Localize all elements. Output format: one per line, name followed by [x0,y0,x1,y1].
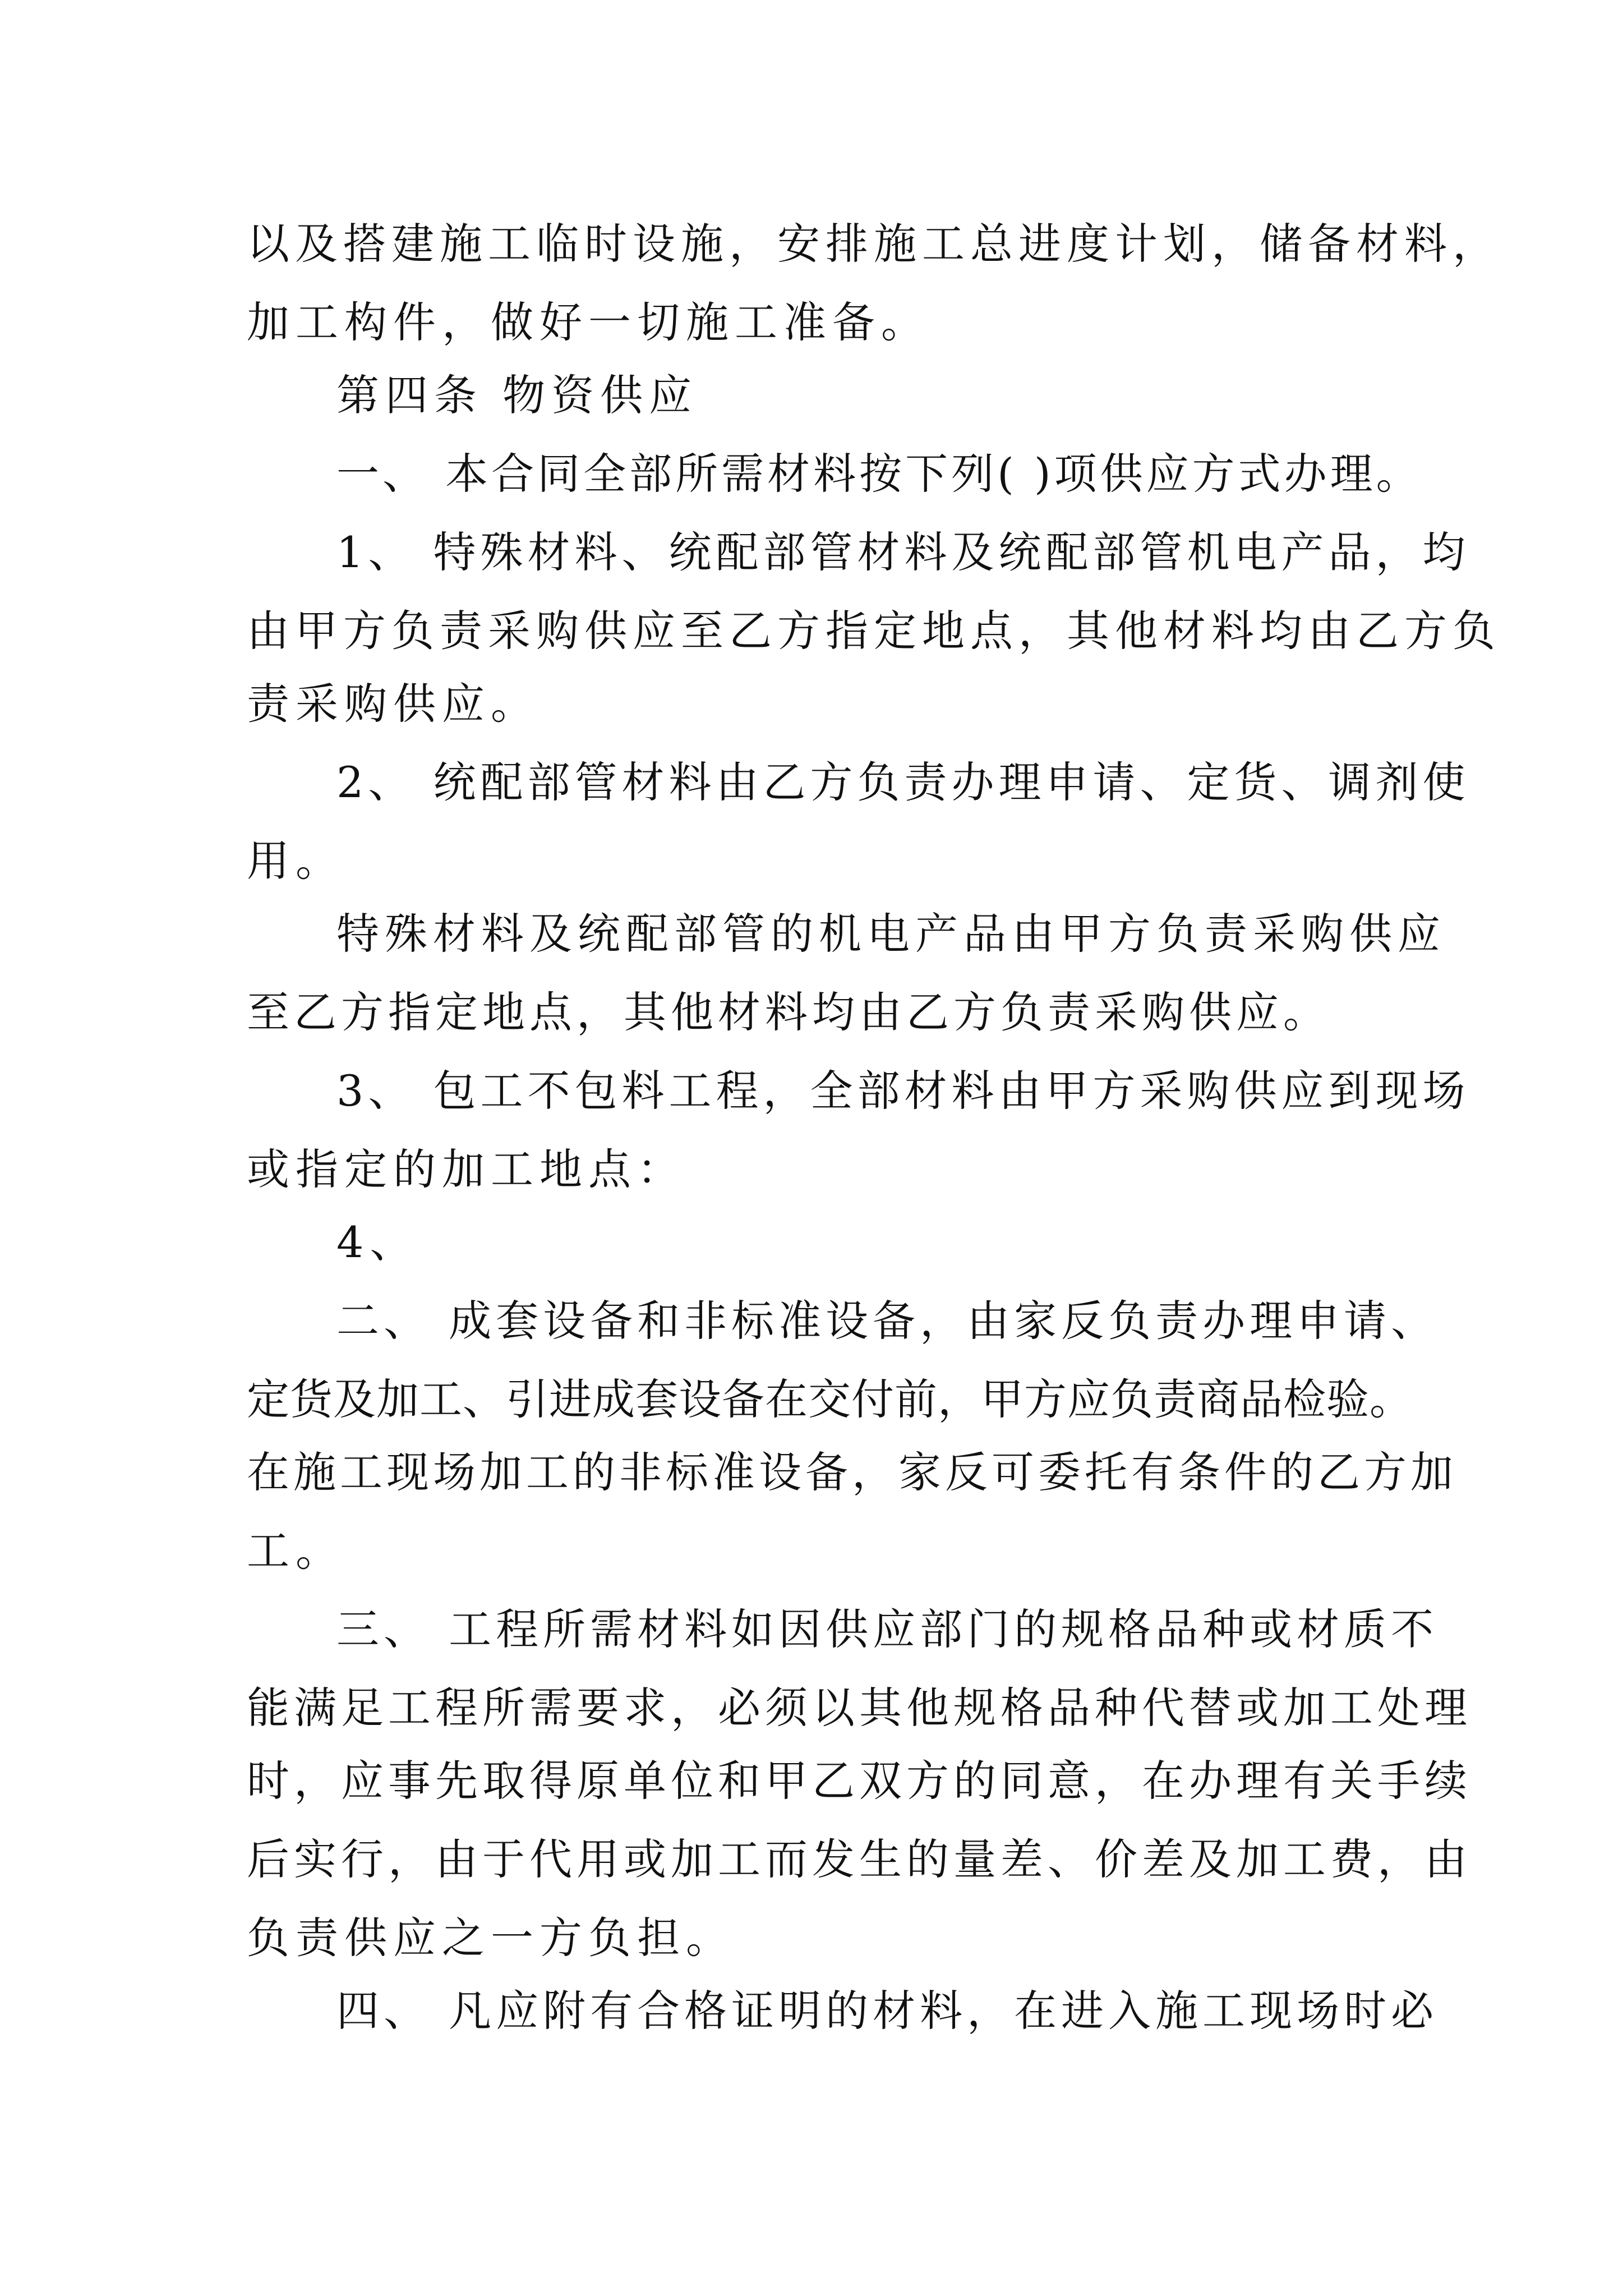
text-line: 2、 统配部管材料由乙方负责办理申请、定货、调剂使 [336,757,1470,807]
text-line: 后实行，由于代用或加工而发生的量差、价差及加工费，由 [247,1834,1472,1884]
text-line: 由甲方负责采购供应至乙方指定地点，其他材料均由乙方负 [247,606,1501,656]
text-line: 负责供应之一方负担。 [247,1913,735,1963]
text-line: 3、 包工不包料工程，全部材料由甲方采购供应到现场 [336,1066,1470,1116]
text-line: 用。 [247,836,344,886]
text-line: 在施工现场加工的非标准设备，家反可委托有条件的乙方加 [247,1447,1457,1497]
text-line: 或指定的加工地点： [247,1144,686,1194]
text-line: 以及搭建施工临时设施，安排施工总进度计划，储备材料， [247,219,1501,269]
text-line: 三、 工程所需材料如因供应部门的规格品种或材质不 [336,1604,1438,1654]
text-line: 1、 特殊材料、统配部管材料及统配部管机电产品，均 [336,527,1470,577]
text-line: 工。 [247,1526,344,1576]
text-line: 四、 凡应附有合格证明的材料，在进入施工现场时必 [336,1986,1438,2036]
text-line: 一、 本合同全部所需材料按下列( )项供应方式办理。 [336,449,1422,499]
text-line: 至乙方指定地点，其他材料均由乙方负责采购供应。 [247,987,1330,1037]
text-line: 定货及加工、引进成套设备在交付前，甲方应负责商品检验。 [247,1374,1413,1424]
text-line: 加工构件，做好一切施工准备。 [247,297,930,347]
section-heading: 第四条 物资供应 [336,370,698,420]
text-line: 特殊材料及统配部管的机电产品由甲方负责采购供应 [336,909,1446,959]
text-line: 责采购供应。 [247,679,540,729]
text-line: 能满足工程所需要求，必须以其他规格品种代替或加工处理 [247,1683,1472,1733]
text-line: 4、 [336,1217,419,1267]
text-line: 时，应事先取得原单位和甲乙双方的同意，在办理有关手续 [247,1756,1472,1806]
text-line: 二、 成套设备和非标准设备，由家反负责办理申请、 [336,1296,1438,1346]
